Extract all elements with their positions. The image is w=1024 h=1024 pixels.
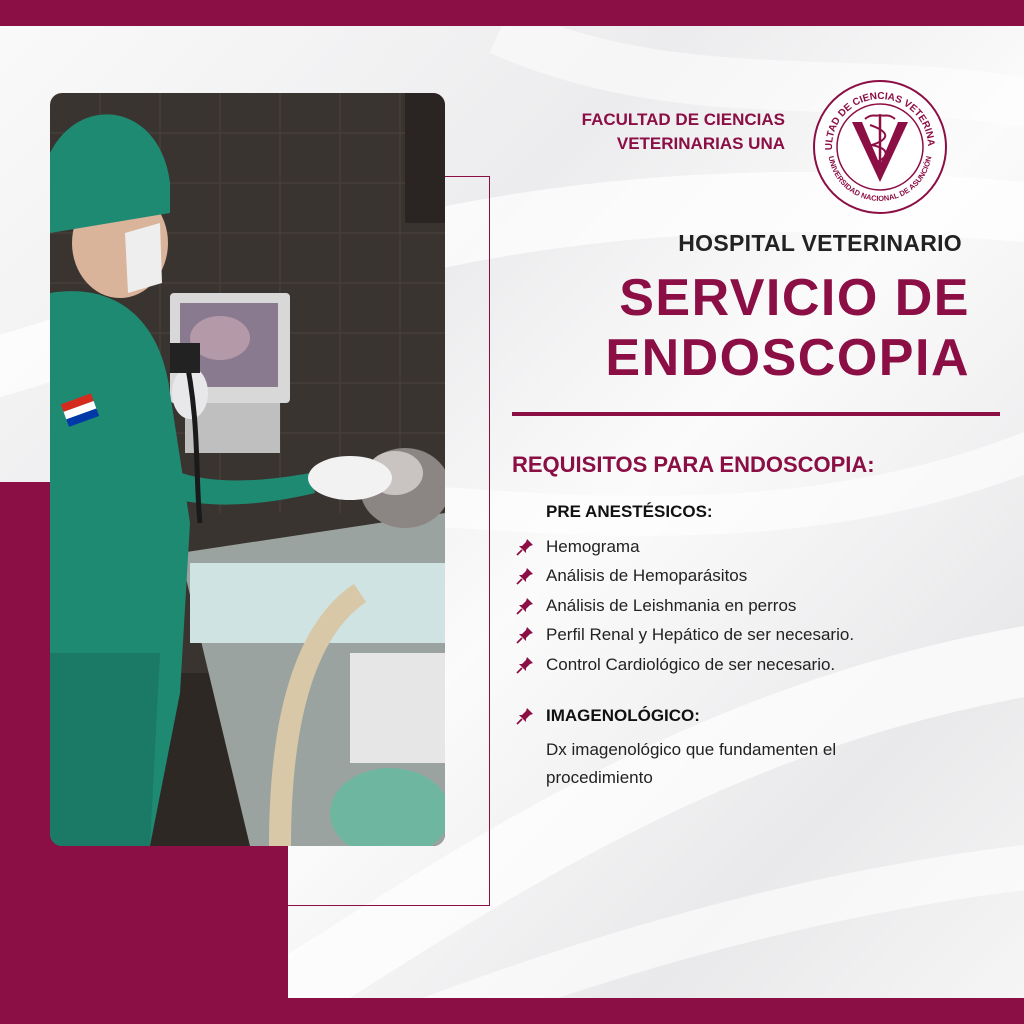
list-item-text: Control Cardiológico de ser necesario. xyxy=(546,654,836,674)
pushpin-icon xyxy=(516,656,534,674)
list-item xyxy=(516,621,854,651)
pushpin-icon xyxy=(516,626,534,644)
pushpin-icon xyxy=(516,707,534,725)
page-title xyxy=(500,268,970,388)
requirements-heading: REQUISITOS PARA ENDOSCOPIA: xyxy=(512,452,875,477)
pushpin-icon xyxy=(516,597,534,615)
imaging-heading-text: IMAGENOLÓGICO: xyxy=(546,706,700,725)
imaging-heading xyxy=(516,706,700,726)
list-item xyxy=(516,532,854,562)
requirements-list xyxy=(516,532,854,680)
pushpin-icon xyxy=(516,538,534,556)
list-item-text: Perfil Renal y Hepático de ser necesario. xyxy=(546,625,855,645)
list-item xyxy=(516,591,854,621)
faculty-line-2: VETERINARIAS UNA xyxy=(616,134,785,153)
list-item-text: Análisis de Hemoparásitos xyxy=(546,566,748,586)
faculty-name xyxy=(520,108,785,156)
university-logo xyxy=(810,77,950,217)
title-divider xyxy=(512,412,1000,416)
logo-bottom-text: UNIVERSIDAD NACIONAL DE ASUNCIÓN xyxy=(826,155,934,204)
hospital-label: HOSPITAL VETERINARIO xyxy=(678,230,962,256)
logo-top-text: ULTAD DE CIENCIAS VETERINA xyxy=(823,90,937,151)
imaging-description: Dx imagenológico que fundamenten el procedimiento xyxy=(546,740,837,787)
pre-anesthetic-heading: PRE ANESTÉSICOS: xyxy=(546,502,713,521)
list-item-text: Hemograma xyxy=(546,536,640,556)
list-item-text: Análisis de Leishmania en perros xyxy=(546,595,797,615)
title-line-2: ENDOSCOPIA xyxy=(605,329,970,387)
list-item xyxy=(516,650,854,680)
list-item xyxy=(516,562,854,592)
title-line-1: SERVICIO DE xyxy=(619,269,970,327)
faculty-line-1: FACULTAD DE CIENCIAS xyxy=(581,110,785,129)
top-band xyxy=(0,0,1024,26)
pushpin-icon xyxy=(516,567,534,585)
endoscopy-procedure-photo xyxy=(50,93,445,846)
